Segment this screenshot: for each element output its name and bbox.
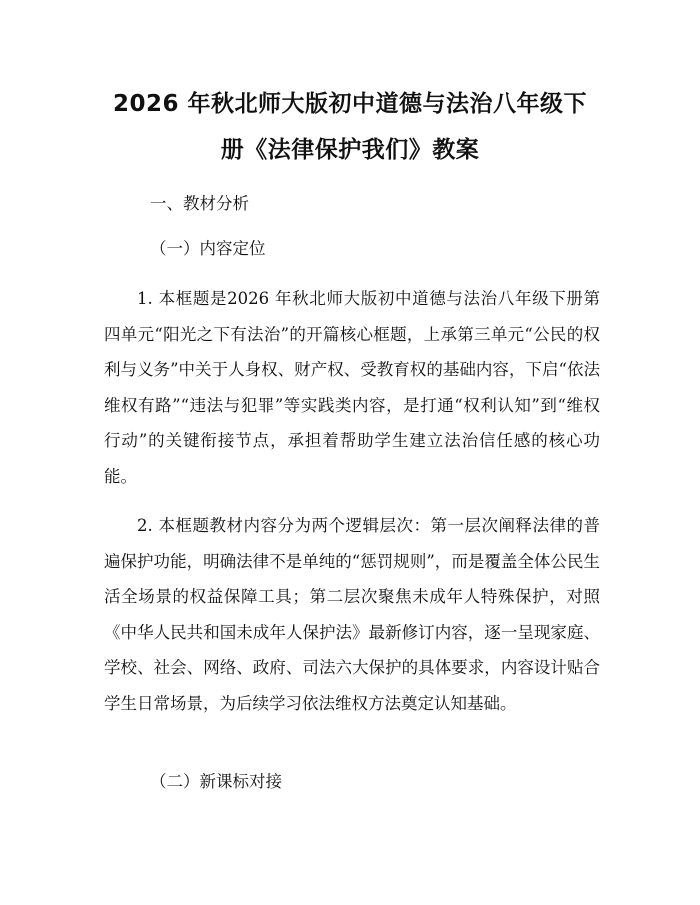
subsection-heading-content-positioning: （一）内容定位: [150, 239, 266, 258]
subsection-heading-curriculum-alignment: （二）新课标对接: [150, 772, 282, 791]
paragraph-1: 1. 本框题是2026 年秋北师大版初中道德与法治八年级下册第四单元“阳光之下有法治”的开篇核心框题，上承第三单元“公民的权利与义务”中关于人身权、财产权、受教育权的基础内容，下启“依法维权有路”“违法与犯罪”等实践类内容，是打通“权利认知”到“维权行动”的关键衔接节点，承担着帮助学生建立法治信任感的核心功能。: [104, 289, 600, 486]
section-heading-textbook-analysis: 一、教材分析: [150, 194, 249, 213]
document-title-line-1: 2026 年秋北师大版初中道德与法治八年级下: [112, 91, 588, 117]
paragraph-2: 2. 本框题教材内容分为两个逻辑层次：第一层次阐释法律的普遍保护功能，明确法律不是单纯的“惩罚规则”，而是覆盖全体公民生活全场景的权益保障工具；第二层次聚焦未成年人特殊保护，对照《中华人民共和国未成年人保护法》最新修订内容，逐一呈现家庭、学校、社会、网络、政府、司法六大保护的具体要求，内容设计贴合学生日常场景，为后续学习依法维权方法奠定认知基础。: [104, 516, 600, 713]
document-title-line-2: 册《法律保护我们》教案: [220, 137, 480, 163]
